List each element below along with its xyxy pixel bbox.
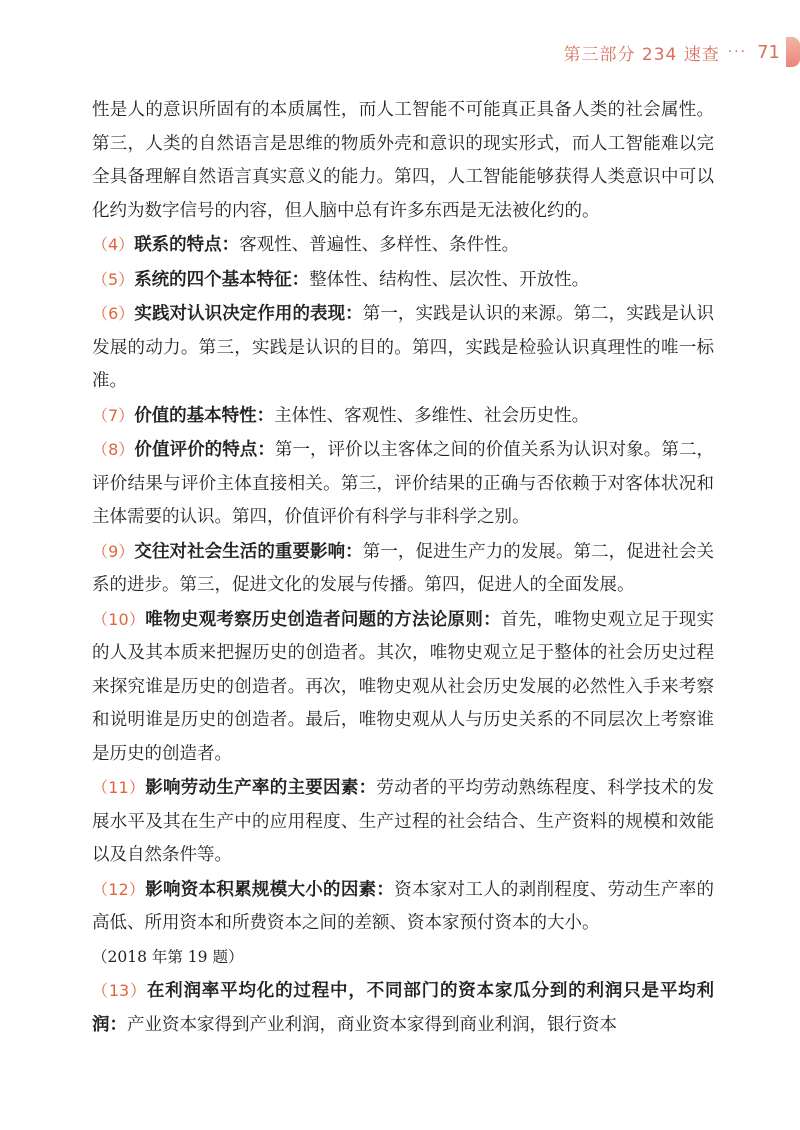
item-text: 整体性、结构性、层次性、开放性。: [309, 269, 590, 290]
item-number: （6）: [92, 304, 135, 323]
page-corner-tab: [786, 37, 800, 67]
page-number: 71: [757, 41, 780, 63]
item-text: 第一，评价以主客体之间的价值关系为认识对象。第二，评价结果与评价主体直接相关。第三，评价结果的正确与否依赖于对客体状况和主体需要的认识。第四，价值评价有科学与非科学之别。: [92, 440, 715, 527]
item-text: 主体性、客观性、多维性、社会历史性。: [274, 405, 590, 426]
item-term: 系统的四个基本特征：: [134, 269, 310, 290]
list-item-9: [92, 535, 714, 603]
item-number: （5）: [92, 269, 135, 289]
item-term: 联系的特点：: [134, 235, 240, 255]
list-item-4: [92, 228, 714, 263]
item-number: （13）: [92, 981, 147, 1000]
item-term: 唯物史观考察历史创造者问题的方法论原则：: [145, 609, 501, 630]
item-text: 产业资本家得到产业利润，商业资本家得到商业利润，银行资本: [127, 1014, 617, 1035]
list-item-7: [92, 399, 714, 434]
page-header: [563, 36, 780, 68]
item-number: （7）: [92, 405, 135, 425]
item-number: （4）: [92, 235, 135, 254]
list-item-10: [92, 603, 714, 772]
item-number: （9）: [92, 541, 135, 561]
header-dots: ···: [727, 44, 748, 60]
item-term: 交往对社会生活的重要影响：: [134, 541, 363, 562]
list-item-6: [92, 297, 714, 399]
item-number: （11）: [92, 778, 146, 797]
item-text: 资本家对工人的剥削程度、劳动生产率的高低、所用资本和所费资本之间的差额、资本家预付资本的大小。: [92, 879, 714, 933]
intro-paragraph: 性是人的意识所固有的本质属性，而人工智能不可能真正具备人类的社会属性。第三，人类的自然语言是思维的物质外壳和意识的现实形式，而人工智能难以完全具备理解自然语言真实意义的能力。第四，人工智能能够获得人类意识中可以化约为数字信号的内容，但人脑中总有许多东西是无法被化约的。: [92, 100, 714, 221]
item-text: 第一，实践是认识的来源。第二，实践是认识发展的动力。第三，实践是认识的目的。第四，实践是检验认识真理性的唯一标准。: [92, 304, 715, 391]
list-item-8: [92, 433, 714, 535]
item-term: 价值的基本特性：: [134, 405, 275, 426]
list-item-11: [92, 771, 714, 873]
item-text: 首先，唯物史观立足于现实的人及其本质来把握历史的创造者。其次，唯物史观立足于整体的社会历史过程来探究谁是历史的创造者。再次，唯物史观从社会历史发展的必然性入手来考察和说明谁是历史的创造者。最后，唯物史观从人与历史关系的不同层次上考察谁是历史的创造者。: [92, 609, 715, 764]
section-title: 第三部分 234 速查: [563, 44, 720, 65]
page-body: [92, 94, 714, 1042]
list-item-12: [92, 873, 714, 941]
item-text: 劳动者的平均劳动熟练程度、科学技术的发展水平及其在生产中的应用程度、生产过程的社会结合、生产资料的规模和效能以及自然条件等。: [92, 778, 715, 865]
item-term: 价值评价的特点：: [134, 440, 275, 460]
item-term: 实践对认识决定作用的表现：: [134, 304, 363, 324]
item-term: 在利润率平均化的过程中，不同部门的资本家瓜分到的利润只是平均利润：: [92, 981, 714, 1035]
list-item-13: [92, 974, 714, 1042]
item-text: 第一，促进生产力的发展。第二，促进社会关系的进步。第三，促进文化的发展与传播。第四，促进人的全面发展。: [92, 541, 715, 595]
year-note: （2018 年第 19 题）: [92, 947, 244, 966]
item-term: 影响资本积累规模大小的因素：: [145, 879, 395, 900]
item-text: 客观性、普遍性、多样性、条件性。: [239, 235, 520, 255]
list-item-5: [92, 263, 714, 298]
item-term: 影响劳动生产率的主要因素：: [145, 778, 377, 798]
item-number: （12）: [92, 879, 146, 899]
item-number: （10）: [92, 609, 146, 629]
item-number: （8）: [92, 440, 135, 459]
